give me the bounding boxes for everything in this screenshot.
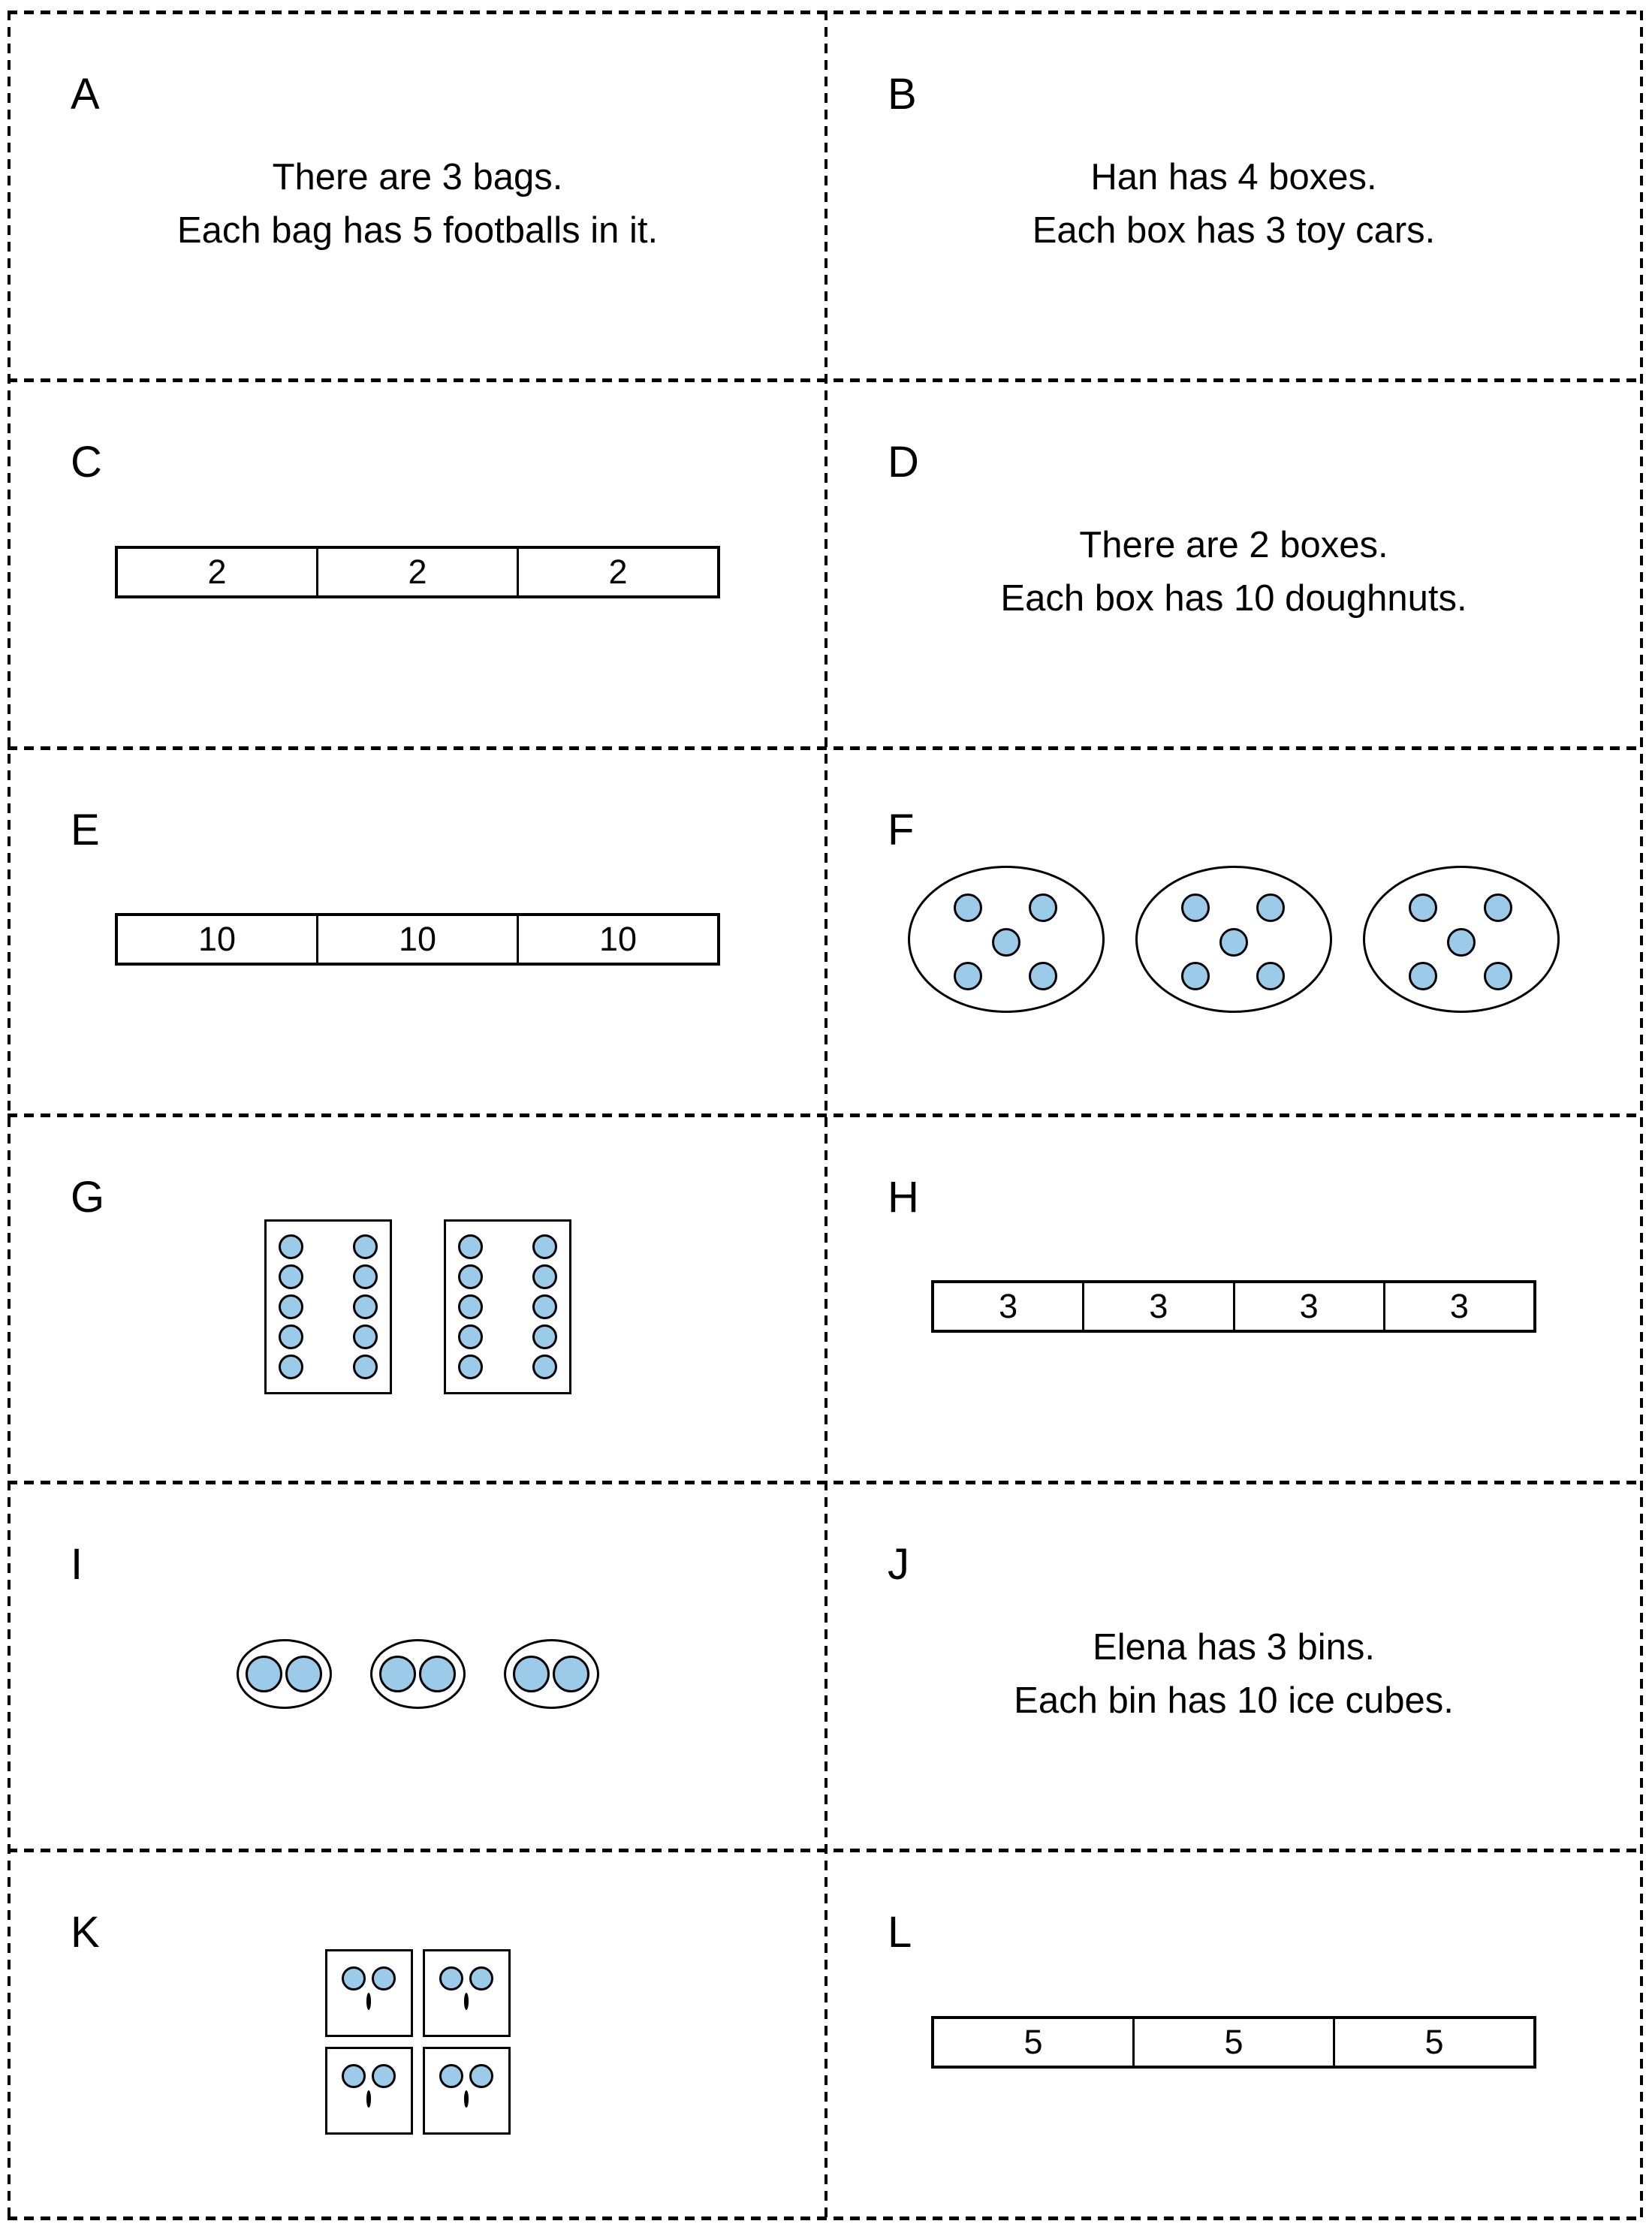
- tape-diagram: [931, 2016, 1536, 2069]
- card-G: [11, 1117, 824, 1481]
- counter-dot: [246, 1656, 282, 1692]
- counter-dot: [1447, 928, 1476, 957]
- tape-cell: 5: [1333, 2019, 1533, 2066]
- counter-dot: [532, 1294, 557, 1319]
- dot-group-oval: [908, 866, 1105, 1013]
- dot-group-oval: [1363, 866, 1560, 1013]
- dot-row: [366, 2093, 371, 2106]
- dot-group-square: [325, 1949, 413, 2037]
- card-H: [828, 1117, 1640, 1481]
- card-text-line: Each bag has 5 footballs in it.: [176, 209, 659, 251]
- counter-dot: [1484, 894, 1512, 922]
- counter-dot: [458, 1294, 483, 1319]
- counter-dot: [553, 1656, 589, 1692]
- card-letter: C: [71, 438, 102, 487]
- dot-group-square: [423, 1949, 511, 2037]
- counter-dot: [1029, 962, 1057, 990]
- card-E: [11, 750, 824, 1113]
- card-content: [828, 1125, 1640, 1488]
- dot-groups: [908, 866, 1560, 1013]
- dot-groups: [325, 1949, 511, 2135]
- tape-cell: 10: [197, 920, 237, 958]
- counter-dot: [1256, 962, 1285, 990]
- card-letter: D: [888, 438, 919, 487]
- card-content: [11, 22, 824, 386]
- counter-dot: [458, 1234, 483, 1259]
- counter-dot: [992, 928, 1020, 957]
- dot-row: [439, 1966, 493, 1990]
- card-I: [11, 1484, 824, 1849]
- counter-dot: [372, 2064, 396, 2088]
- tape-cell: 3: [1383, 1283, 1533, 1330]
- counter-dot: [342, 2064, 366, 2088]
- counter-dot: [439, 2064, 463, 2088]
- tape-cell: 2: [207, 552, 227, 591]
- counter-dot: [353, 1264, 378, 1289]
- tape-cell: 2: [316, 549, 517, 595]
- card-letter: L: [888, 1908, 912, 1957]
- card-content: [11, 758, 824, 1121]
- counter-dot: [279, 1264, 303, 1289]
- counter-dot: [458, 1264, 483, 1289]
- card-letter: A: [71, 70, 100, 119]
- dot-row: [342, 2064, 396, 2088]
- counter-dot: [469, 1966, 493, 1990]
- card-content: [828, 22, 1640, 386]
- card-letter: G: [71, 1173, 105, 1222]
- card-J: [828, 1484, 1640, 1849]
- card-B: [828, 14, 1640, 378]
- counter-dot: [1181, 962, 1210, 990]
- card-text-line: Elena has 3 bins.: [1093, 1626, 1375, 1668]
- dot-row: [439, 2064, 493, 2088]
- card-text: [1032, 151, 1436, 258]
- dot-row: [464, 1995, 469, 2009]
- counter-dot: [285, 1656, 322, 1692]
- dot-row: [366, 1995, 371, 2009]
- counter-dot: [464, 1993, 469, 2010]
- counter-dot: [342, 1966, 366, 1990]
- dot-group-square: [325, 2047, 413, 2135]
- card-letter: I: [71, 1540, 83, 1589]
- card-letter: J: [888, 1540, 909, 1589]
- card-letter: B: [888, 70, 917, 119]
- card-text-line: Each box has 10 doughnuts.: [1000, 577, 1467, 619]
- card-text-line: Each box has 3 toy cars.: [1032, 209, 1436, 251]
- dot-group-oval-small: [370, 1639, 466, 1709]
- counter-dot: [279, 1355, 303, 1379]
- card-text-line: Each bin has 10 ice cubes.: [1014, 1680, 1454, 1721]
- card-content: [11, 390, 824, 754]
- dot-groups: [264, 1219, 571, 1394]
- card-content: [828, 758, 1640, 1121]
- card-content: [828, 1492, 1640, 1856]
- dot-group-rect: [444, 1219, 571, 1394]
- card-letter: E: [71, 806, 100, 854]
- tape-diagram: [931, 1280, 1536, 1333]
- counter-dot: [279, 1234, 303, 1259]
- counter-dot: [279, 1294, 303, 1319]
- card-C: [11, 382, 824, 746]
- dot-group-oval: [1135, 866, 1332, 1013]
- counter-dot: [372, 1966, 396, 1990]
- dot-row: [464, 2093, 469, 2106]
- tape-cell: 5: [1023, 2022, 1043, 2061]
- card-F: [828, 750, 1640, 1113]
- counter-dot: [513, 1656, 550, 1692]
- card-letter: F: [888, 806, 915, 854]
- counter-dot: [458, 1324, 483, 1349]
- card-K: [11, 1852, 824, 2216]
- card-text: [177, 151, 658, 258]
- counter-dot: [954, 962, 982, 990]
- card-D: [828, 382, 1640, 746]
- card-L: [828, 1852, 1640, 2216]
- counter-dot: [458, 1355, 483, 1379]
- tape-cell: 10: [517, 916, 717, 963]
- counter-dot: [379, 1656, 416, 1692]
- counter-dot: [439, 1966, 463, 1990]
- counter-dot: [954, 894, 982, 922]
- counter-dot: [532, 1355, 557, 1379]
- tape-diagram: [115, 913, 720, 966]
- card-letter: H: [888, 1173, 919, 1222]
- counter-dot: [532, 1264, 557, 1289]
- tape-cell: 2: [517, 549, 717, 595]
- card-content: [11, 1125, 824, 1488]
- tape-diagram: [115, 546, 720, 598]
- tape-cell: 3: [1082, 1283, 1232, 1330]
- card-content: [11, 1492, 824, 1856]
- dot-group-oval-small: [504, 1639, 599, 1709]
- card-text-line: Han has 4 boxes.: [1090, 156, 1377, 197]
- counter-dot: [366, 2090, 371, 2108]
- counter-dot: [1256, 894, 1285, 922]
- counter-dot: [1219, 928, 1248, 957]
- cut-line-vertical: [1640, 11, 1643, 2220]
- counter-dot: [532, 1324, 557, 1349]
- dot-row: [342, 1966, 396, 1990]
- counter-dot: [469, 2064, 493, 2088]
- counter-dot: [1029, 894, 1057, 922]
- dot-group-rect: [264, 1219, 392, 1394]
- card-A: [11, 14, 824, 378]
- card-text: [1014, 1621, 1454, 1728]
- counter-dot: [1409, 962, 1437, 990]
- counter-dot: [1181, 894, 1210, 922]
- counter-dot: [1484, 962, 1512, 990]
- counter-dot: [279, 1324, 303, 1349]
- card-text-line: There are 3 bags.: [272, 156, 563, 197]
- card-content: [828, 1860, 1640, 2224]
- counter-dot: [353, 1355, 378, 1379]
- counter-dot: [353, 1234, 378, 1259]
- counter-dot: [464, 2090, 469, 2108]
- counter-dot: [366, 1993, 371, 2010]
- card-text: [1000, 519, 1467, 625]
- counter-dot: [532, 1234, 557, 1259]
- tape-cell: 10: [316, 916, 517, 963]
- counter-dot: [419, 1656, 456, 1692]
- tape-cell: 3: [999, 1287, 1018, 1325]
- tape-cell: 3: [1233, 1283, 1383, 1330]
- card-text-line: There are 2 boxes.: [1079, 524, 1388, 565]
- dot-group-oval-small: [237, 1639, 332, 1709]
- dot-groups: [237, 1639, 599, 1709]
- counter-dot: [1409, 894, 1437, 922]
- card-content: [11, 1860, 824, 2224]
- counter-dot: [353, 1294, 378, 1319]
- dot-group-square: [423, 2047, 511, 2135]
- counter-dot: [353, 1324, 378, 1349]
- tape-cell: 5: [1132, 2019, 1333, 2066]
- card-letter: K: [71, 1908, 100, 1957]
- card-content: [828, 390, 1640, 754]
